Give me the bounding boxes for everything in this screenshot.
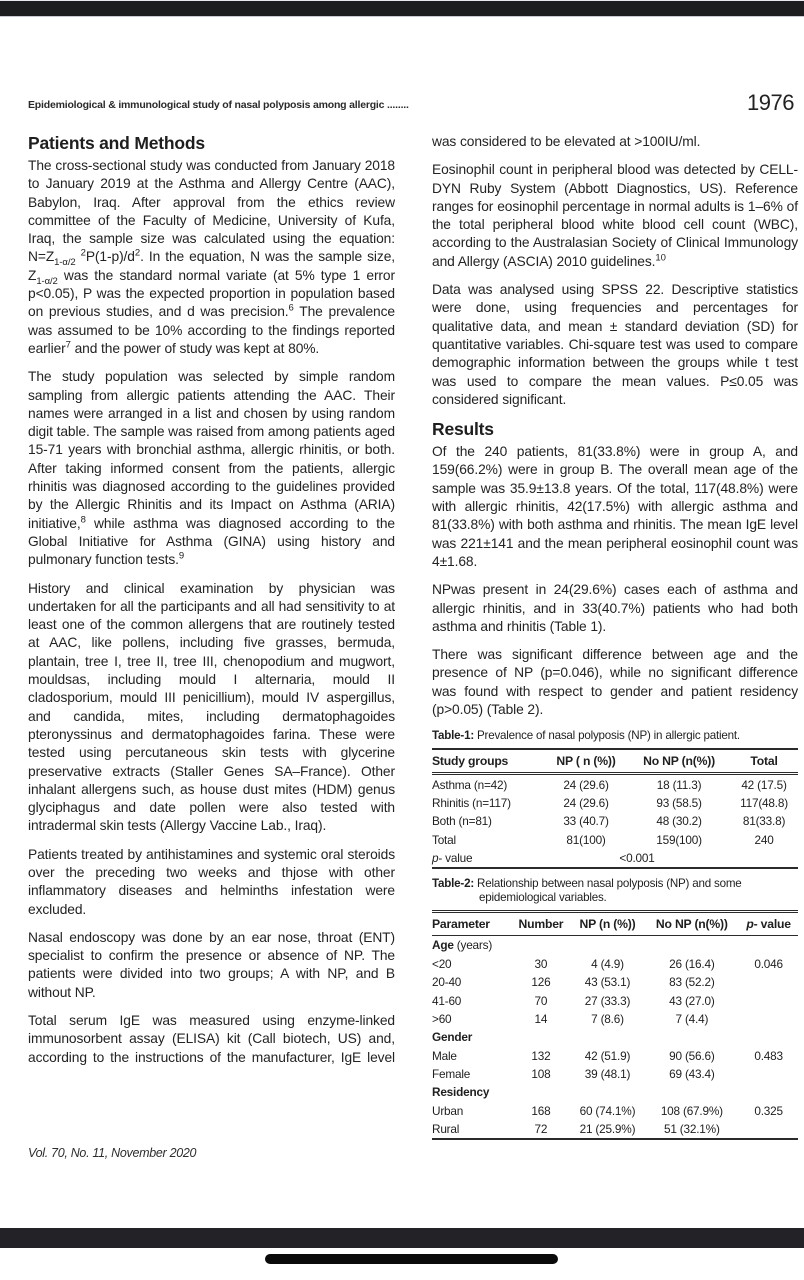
table-cell <box>571 936 645 955</box>
table-cell: >60 <box>432 1011 452 1026</box>
column-header: NP (n (%)) <box>579 917 636 932</box>
table-cell: 108 <box>531 1067 551 1081</box>
paragraph: History and clinical examination by physician was undertaken for all the participants and all had sensitivity to at least one of the common allergens that are routinely tested at AAC, like pollens, including five grasses, bermuda, plantain, tree I, tree II, tree III, chenopodium and mugwort, mouldsas, including mould I alternaria, mould II cladosporium, mould III penicillium), mould IV aspergillus, and candida, mites, including dermatophagoides pteronyssinus and dermatophagoides farina. These were tested using percutaneous skin tests with glycerine preservative extracts (Staller Genes SA–France). Other inhalant allergens such, as house dust mites (HDM) genus glyciphagus and date pollen were also tested with intradermal skin tests (Allergy Vaccine Lab., Iraq). <box>28 580 395 834</box>
table-cell <box>730 849 798 868</box>
results-paragraphs <box>432 443 798 719</box>
column-header: p- value <box>746 917 791 932</box>
table-cell <box>739 991 798 1009</box>
status-bar <box>0 0 804 17</box>
table-cell <box>644 1083 739 1101</box>
table-row <box>432 936 798 955</box>
table2-caption: Table-2: Relationship between nasal polyposis (NP) and some epidemiological variables. <box>432 877 742 905</box>
table1-prevalence-of-np <box>432 748 798 869</box>
table-row <box>432 1065 798 1083</box>
table-row <box>432 1046 798 1064</box>
paragraph: There was significant difference between age and the presence of NP (p=0.046), while no significant difference was found with respect to gender and patient residency (p>0.05) (Table 2). <box>432 647 798 718</box>
table-cell <box>511 1083 570 1101</box>
table-cell: 43 (53.1) <box>584 975 631 990</box>
paragraph: The study population was selected by simple random sampling from allergic patients attending the AAC. Their names were arranged in a list and chosen by using random digit table. The sample was raised from among patients aged 15-71 years with bronchial asthma, allergic rhinitis, or both. After taking informed consent from the patients, allergic rhinitis was diagnosed according to the guidelines provided by the Allergic Rhinitis and its Impact on Asthma (ARIA) initiative,$^8$ while asthma was diagnosed according to the Global Initiative for Asthma (GINA) using history and pulmonary function tests.$^9$ <box>28 369 395 568</box>
column-header: Study groups <box>432 754 509 769</box>
paragraph: The cross-sectional study was conducted from January 2018 to January 2019 at the Asthma and Allergy Centre (AAC), Babylon, Iraq. After approval from the ethics review committee of the Faculty of Medicine, University of Kufa, Iraq, the sample size was calculated using the equation: $N=Z_{1-\alpha/2}$ $^2P(1-p)/d^2$. In the equation, N was the sample size, $Z_{1-\alpha/2}$ was the standard normal variate (at 5% type 1 error p<0.05), P was the expected proportion in population based on previous studies, and d was precision.$^6$ The prevalence was assumed to be 10% according to the findings reported earlier$^7$ and the power of study was kept at 80%. <box>28 158 395 356</box>
paragraph: Patients treated by antihistamines and systemic oral steroids over the preceding two weeks and thjose with other inflammatory diseases and helminths infestation were excluded. <box>28 846 395 917</box>
table-cell <box>739 1083 798 1101</box>
table-cell: 39 (48.1) <box>584 1067 631 1081</box>
navigation-bar <box>0 1228 804 1248</box>
table-cell: 93 (58.5) <box>656 795 702 810</box>
table-cell: 42 (51.9) <box>584 1048 631 1063</box>
table-cell: Female <box>432 1067 471 1081</box>
table-cell: 43 (27.0) <box>669 993 715 1008</box>
section-heading-results: Results <box>432 419 494 440</box>
section-heading-patients-and-methods: Patients and Methods <box>28 133 205 153</box>
table-cell: p- value <box>432 851 473 865</box>
journal-volume-footer: Vol. 70, No. 11, November 2020 <box>28 1146 197 1160</box>
page-number: 1976 <box>747 90 794 115</box>
table-cell: 83 (52.2) <box>669 975 715 990</box>
table-cell <box>739 1120 798 1139</box>
table-cell: 18 (11.3) <box>656 777 702 792</box>
table-cell: 30 <box>534 956 548 971</box>
table-row <box>432 1028 798 1046</box>
table-row <box>432 1120 798 1139</box>
methods-continued-paragraphs <box>432 133 798 409</box>
table-cell: 7 (4.4) <box>675 1011 709 1026</box>
table-cell: 132 <box>531 1048 551 1063</box>
table-cell: Gender <box>432 1030 473 1045</box>
table-cell: <0.001 <box>619 851 655 865</box>
column-header: Parameter <box>432 917 490 932</box>
table-cell <box>571 1028 645 1046</box>
table-header-row <box>432 749 798 774</box>
paragraph: Of the 240 patients, 81(33.8%) were in group A, and 159(66.2%) were in group B. The overall mean age of the sample was 35.9±13.8 years. Of the total, 117(48.8%) were with allergic rhinitis, 42(17.5%) with allergic asthma and 81(33.8%) with both asthma and rhinitis. The mean IgE level was 221±141 and the mean peripheral eosinophil count was 4±1.68. <box>432 444 798 569</box>
table-row <box>432 1102 798 1120</box>
running-head-title: Epidemiological & immunological study of nasal polyposis among allergic ........ <box>28 99 409 111</box>
table-cell: 81(100) <box>566 832 606 847</box>
table-cell <box>739 1010 798 1028</box>
column-header: No NP (n(%)) <box>655 917 728 932</box>
table-cell: 33 (40.7) <box>563 814 609 829</box>
results-section <box>432 419 798 719</box>
table-row <box>432 973 798 991</box>
right-column <box>432 133 798 1148</box>
table-cell: 42 (17.5) <box>741 777 787 792</box>
table-cell: 168 <box>531 1103 551 1118</box>
table2-np-epidemiological-variables <box>432 910 798 1140</box>
table-cell: 72 <box>534 1122 548 1137</box>
column-header: Total <box>750 754 778 769</box>
table-cell <box>739 936 798 955</box>
table-cell: 24 (29.6) <box>563 795 609 810</box>
column-header: No NP (n(%)) <box>643 754 715 769</box>
table-cell: 27 (33.3) <box>584 993 631 1008</box>
table-cell: 60 (74.1%) <box>579 1103 636 1118</box>
column-header: Number <box>518 917 564 932</box>
table-cell: Rural <box>432 1122 460 1137</box>
methods-paragraphs <box>28 157 395 1067</box>
table-cell <box>644 936 739 955</box>
table-cell: 0.483 <box>754 1048 783 1063</box>
column-header: NP ( n (%)) <box>556 754 616 769</box>
table-header-row <box>432 912 798 936</box>
table-cell <box>644 1028 739 1046</box>
table-row <box>432 955 798 973</box>
table-cell: Asthma (n=42) <box>432 777 508 792</box>
table-row <box>432 1083 798 1101</box>
table-row <box>432 830 798 848</box>
table-cell <box>511 936 570 955</box>
table-cell: <20 <box>432 956 452 971</box>
table-cell: 7 (8.6) <box>591 1011 624 1026</box>
table-row <box>432 812 798 830</box>
table-cell: Residency <box>432 1085 490 1100</box>
table-cell <box>739 1065 798 1083</box>
paragraph: Nasal endoscopy was done by an ear nose, throat (ENT) specialist to confirm the presence or absence of NP. The patients were divided into two groups; A with NP, and B without NP. <box>28 929 395 1000</box>
table-row <box>432 794 798 812</box>
left-column <box>28 133 395 1067</box>
table-cell: 24 (29.6) <box>563 777 609 792</box>
table-cell <box>511 1028 570 1046</box>
table-cell: Total <box>432 832 456 847</box>
table-cell: 70 <box>534 993 548 1008</box>
table-cell <box>571 1083 645 1101</box>
table-pvalue-row <box>432 849 798 868</box>
table-cell: 159(100) <box>656 832 702 847</box>
table-cell: 126 <box>531 975 551 990</box>
table-row <box>432 991 798 1009</box>
table-cell: 69 (43.4) <box>669 1067 715 1081</box>
table-cell: Both (n=81) <box>432 814 492 829</box>
paragraph: NPwas present in 24(29.6%) cases each of asthma and allergic rhinitis, and in 33(40.7%) patients who had both asthma and rhinitis (Table 1). <box>432 582 798 634</box>
table-cell: 14 <box>534 1011 548 1026</box>
table-cell: Rhinitis (n=117) <box>432 795 511 810</box>
table-cell: 26 (16.4) <box>669 956 715 971</box>
table-row <box>432 774 798 794</box>
table-cell <box>739 1028 798 1046</box>
table-cell: 117(48.8) <box>740 795 788 810</box>
table-cell: Age (years) <box>432 938 493 953</box>
table-cell: 108 (67.9%) <box>660 1103 723 1118</box>
table-cell: 41-60 <box>432 993 462 1008</box>
table-cell <box>739 973 798 991</box>
table-cell: 51 (32.1%) <box>663 1122 720 1137</box>
paragraph: Total serum IgE was measured using enzyme-linked immunosorbent assay (ELISA) kit (Call biotech, US) and, according to the instructions of the manufacturer, IgE level <box>28 1013 395 1065</box>
table-cell: Male <box>432 1048 457 1063</box>
paragraph: Data was analysed using SPSS 22. Descriptive statistics were done, using frequencies and percentages for qualitative data, and mean ± standard deviation (SD) for quantitative variables. Chi-square test was used to compare demographic information between the groups while t test was used to compare the mean values. P≤0.05 was considered significant. <box>432 282 798 407</box>
table-cell: 20-40 <box>432 975 462 990</box>
table-cell: 0.046 <box>754 956 783 971</box>
table-row <box>432 1010 798 1028</box>
table-cell: 81(33.8) <box>742 814 786 829</box>
table-cell: 90 (56.6) <box>669 1048 715 1063</box>
home-indicator-handle[interactable] <box>265 1254 558 1264</box>
table-cell: 240 <box>754 832 774 847</box>
table-cell: 21 (25.9%) <box>579 1122 636 1137</box>
table1-caption: Table-1: Prevalence of nasal polyposis (NP) in allergic patient. <box>432 729 740 743</box>
paragraph: Eosinophil count in peripheral blood was detected by CELL-DYN Ruby System (Abbott Diagnostics, US). Reference ranges for eosinophil percentage in normal adults is 1–6% of the total peripheral blood white blood cell count (WBC), according to the Australasian Society of Clinical Immunology and Allergy (ASCIA) 2010 guidelines.$^{10}$ <box>432 162 798 269</box>
table-cell: Urban <box>432 1103 464 1118</box>
table-cell: 4 (4.9) <box>591 956 624 971</box>
paragraph: was considered to be elevated at >100IU/ml. <box>432 134 701 149</box>
table-cell: 0.325 <box>754 1103 783 1118</box>
table-cell: 48 (30.2) <box>656 814 702 829</box>
